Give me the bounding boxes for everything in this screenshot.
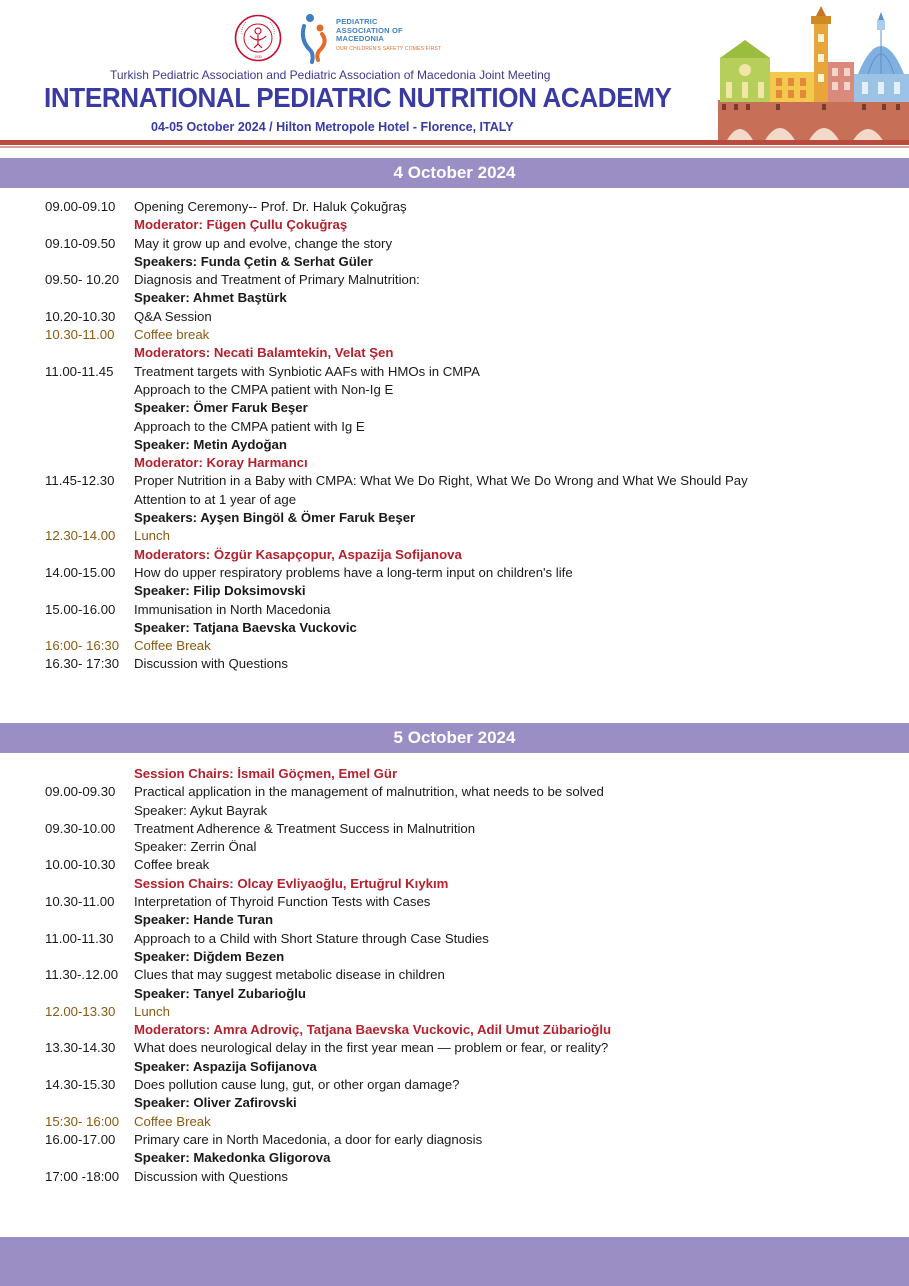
- speaker-line: Speaker: Tatjana Baevska Vuckovic: [134, 619, 357, 635]
- session-time: 09.10-09.50: [45, 235, 116, 251]
- session-time: 12.00-13.30: [45, 1003, 116, 1019]
- speaker-line: Speakers: Ayşen Bingöl & Ömer Faruk Beşer: [134, 510, 416, 526]
- moderator-line: Moderators: Amra Adroviç, Tatjana Baevska Vuckovic, Adil Umut Zübarioğlu: [134, 1022, 612, 1038]
- session-title: Primary care in North Macedonia, a door for early diagnosis: [134, 1131, 483, 1147]
- program-row: [0, 308, 909, 326]
- session-time: 09.00-09.30: [45, 784, 116, 800]
- session-time: 16:00- 16:30: [45, 638, 120, 654]
- page-title: INTERNATIONAL PEDIATRIC NUTRITION ACADEMY: [44, 82, 672, 113]
- session-title: Speaker: Zerrin Önal: [134, 839, 257, 855]
- moderator-line: Moderators: Necati Balamtekin, Velat Şen: [134, 345, 394, 361]
- session-title: Attention to at 1 year of age: [134, 491, 297, 507]
- session-time: 10.20-10.30: [45, 308, 116, 324]
- program-row: [0, 527, 909, 545]
- session-title: Discussion with Questions: [134, 1168, 288, 1184]
- session-title: Diagnosis and Treatment of Primary Malnutrition:: [134, 272, 420, 288]
- program-row: [0, 491, 909, 509]
- speaker-line: Speaker: Hande Turan: [134, 912, 273, 928]
- program-row: [0, 1076, 909, 1094]
- program-row: [0, 1131, 909, 1149]
- program-row: [0, 1113, 909, 1131]
- session-title: May it grow up and evolve, change the story: [134, 235, 393, 251]
- session-time: 09.50- 10.20: [45, 272, 120, 288]
- break-line: Lunch: [134, 528, 170, 544]
- speaker-line: Speaker: Ahmet Baştürk: [134, 290, 287, 306]
- session-time: 09.00-09.10: [45, 199, 116, 214]
- macedonia-logo-text: [336, 18, 441, 52]
- break-line: Coffee Break: [134, 638, 211, 654]
- program-row: [0, 1168, 909, 1186]
- moderator-line: Moderator: Koray Harmancı: [134, 455, 308, 471]
- program-row: [0, 985, 909, 1003]
- session-title: Clues that may suggest metabolic disease in children: [134, 967, 445, 983]
- program-row: [0, 948, 909, 966]
- program-row: [0, 893, 909, 911]
- program-row: [0, 930, 909, 948]
- session-time: 09.30-10.00: [45, 820, 116, 836]
- program-row: [0, 838, 909, 856]
- program-row: [0, 289, 909, 307]
- page-header: [0, 0, 909, 150]
- session-time: 13.30-14.30: [45, 1040, 116, 1056]
- session-title: Q&A Session: [134, 308, 212, 324]
- session-time: 10.30-11.00: [45, 894, 115, 910]
- session-time: 12.30-14.00: [45, 528, 116, 544]
- program-row: [0, 198, 909, 216]
- session-title: Discussion with Questions: [134, 656, 288, 672]
- session-title: Immunisation in North Macedonia: [134, 601, 331, 617]
- logo-text-line: PEDIATRIC: [336, 17, 378, 26]
- speaker-line: Speaker: Oliver Zafirovski: [134, 1095, 297, 1111]
- program-row: [0, 1021, 909, 1039]
- program-row: [0, 655, 909, 673]
- program-row: [0, 363, 909, 381]
- session-time: 15:30- 16:00: [45, 1113, 120, 1129]
- session-title: Approach to the CMPA patient with Non-Ig E: [134, 381, 394, 397]
- program-row: [0, 802, 909, 820]
- speaker-line: Speaker: Diğdem Bezen: [134, 948, 285, 964]
- program-row: [0, 381, 909, 399]
- session-time: 11.00-11.30: [45, 930, 114, 946]
- svg-text:1930: 1930: [254, 55, 262, 59]
- speaker-line: Speakers: Funda Çetin & Serhat Güler: [134, 253, 373, 269]
- session-title: Approach to the CMPA patient with Ig E: [134, 418, 365, 434]
- session-title: Treatment Adherence & Treatment Success in Malnutrition: [134, 820, 476, 836]
- program-row: [0, 271, 909, 289]
- session-time: 10.00-10.30: [45, 857, 116, 873]
- program-row: [0, 911, 909, 929]
- moderator-line: Moderator: Fügen Çullu Çokuğraş: [134, 217, 348, 233]
- program-row: [0, 344, 909, 362]
- joint-meeting-subtitle: Turkish Pediatric Association and Pediatric Association of Macedonia Joint Meeting: [110, 68, 551, 82]
- session-time: 14.30-15.30: [45, 1077, 116, 1093]
- speaker-line: Speaker: Tanyel Zubarioğlu: [134, 985, 306, 1001]
- speaker-line: Speaker: Metin Aydoğan: [134, 436, 287, 452]
- session-title: Interpretation of Thyroid Function Tests with Cases: [134, 894, 431, 910]
- break-line: Coffee break: [134, 327, 210, 343]
- program-row: [0, 856, 909, 874]
- program-row: [0, 1039, 909, 1057]
- speaker-line: Speaker: Ömer Faruk Beşer: [134, 400, 308, 416]
- program-row: [0, 436, 909, 454]
- day2-heading: 5 October 2024: [0, 723, 909, 753]
- program-row: [0, 399, 909, 417]
- program-row: [0, 454, 909, 472]
- program-row: [0, 472, 909, 490]
- session-time: 17:00 -18:00: [45, 1168, 120, 1184]
- florence-skyline-illustration: [712, 4, 909, 142]
- speaker-line: Speaker: Makedonka Gligorova: [134, 1150, 331, 1166]
- day2-program: [0, 765, 909, 1186]
- program-row: [0, 582, 909, 600]
- session-title: Approach to a Child with Short Stature through Case Studies: [134, 930, 489, 946]
- program-row: [0, 601, 909, 619]
- session-title: What does neurological delay in the first year mean — problem or fear, or reality?: [134, 1040, 609, 1056]
- session-title: Proper Nutrition in a Baby with CMPA: What We Do Right, What We Do Wrong and What We Should Pay: [134, 473, 748, 489]
- moderator-line: Moderators: Özgür Kasapçopur, Aspazija Sofijanova: [134, 546, 462, 562]
- program-row: [0, 1094, 909, 1112]
- logo-text-line: MACEDONIA: [336, 34, 385, 43]
- logo-text-line: ASSOCIATION OF: [336, 25, 403, 35]
- session-title: Treatment targets with Synbiotic AAFs with HMOs in CMPA: [134, 363, 480, 379]
- session-title: Opening Ceremony-- Prof. Dr. Haluk Çokuğraş: [134, 199, 407, 214]
- session-time: 15.00-16.00: [45, 601, 116, 617]
- program-row: [0, 1058, 909, 1076]
- moderator-line: Session Chairs: Olcay Evliyaoğlu, Ertuğrul Kıykım: [134, 875, 449, 891]
- session-title: How do upper respiratory problems have a long-term input on children's life: [134, 564, 573, 580]
- speaker-line: Speaker: Filip Doksimovski: [134, 583, 306, 599]
- session-title: Coffee break: [134, 857, 210, 873]
- header-divider-thin: [0, 146, 909, 148]
- program-row: [0, 619, 909, 637]
- logo-motto: OUR CHILDREN'S SAFETY COMES FIRST: [336, 45, 442, 52]
- session-time: 11.00-11.45: [45, 363, 114, 379]
- session-time: 11.45-12.30: [45, 473, 115, 489]
- program-row: [0, 783, 909, 801]
- turkish-pediatric-association-logo: [234, 14, 282, 62]
- session-title: Practical application in the management of malnutrition, what needs to be solved: [134, 784, 604, 800]
- program-row: [0, 509, 909, 527]
- program-row: [0, 820, 909, 838]
- session-title: Does pollution cause lung, gut, or other organ damage?: [134, 1077, 460, 1093]
- header-divider: [0, 140, 909, 145]
- session-time: 16.00-17.00: [45, 1131, 116, 1147]
- session-time: 16.30- 17:30: [45, 656, 120, 672]
- program-row: [0, 253, 909, 271]
- break-line: Coffee Break: [134, 1113, 211, 1129]
- session-time: 14.00-15.00: [45, 564, 116, 580]
- program-row: [0, 564, 909, 582]
- program-row: [0, 765, 909, 783]
- session-time: 10.30-11.00: [45, 327, 115, 343]
- program-row: [0, 216, 909, 234]
- day1-heading: 4 October 2024: [0, 158, 909, 188]
- session-time: 11.30-.12.00: [45, 967, 119, 983]
- program-row: [0, 235, 909, 253]
- day1-program: [0, 198, 909, 674]
- session-title: Speaker: Aykut Bayrak: [134, 802, 268, 818]
- pediatric-association-macedonia-logo: [300, 12, 330, 64]
- dates-venue: 04-05 October 2024 / Hilton Metropole Hotel - Florence, ITALY: [151, 120, 514, 134]
- program-row: [0, 1149, 909, 1167]
- program-row: [0, 418, 909, 436]
- break-line: Lunch: [134, 1003, 170, 1019]
- program-row: [0, 966, 909, 984]
- speaker-line: Speaker: Aspazija Sofijanova: [134, 1058, 317, 1074]
- program-row: [0, 875, 909, 893]
- moderator-line: Session Chairs: İsmail Göçmen, Emel Gür: [134, 766, 398, 781]
- footer-bar: [0, 1237, 909, 1286]
- program-row: [0, 637, 909, 655]
- program-row: [0, 326, 909, 344]
- program-row: [0, 546, 909, 564]
- program-row: [0, 1003, 909, 1021]
